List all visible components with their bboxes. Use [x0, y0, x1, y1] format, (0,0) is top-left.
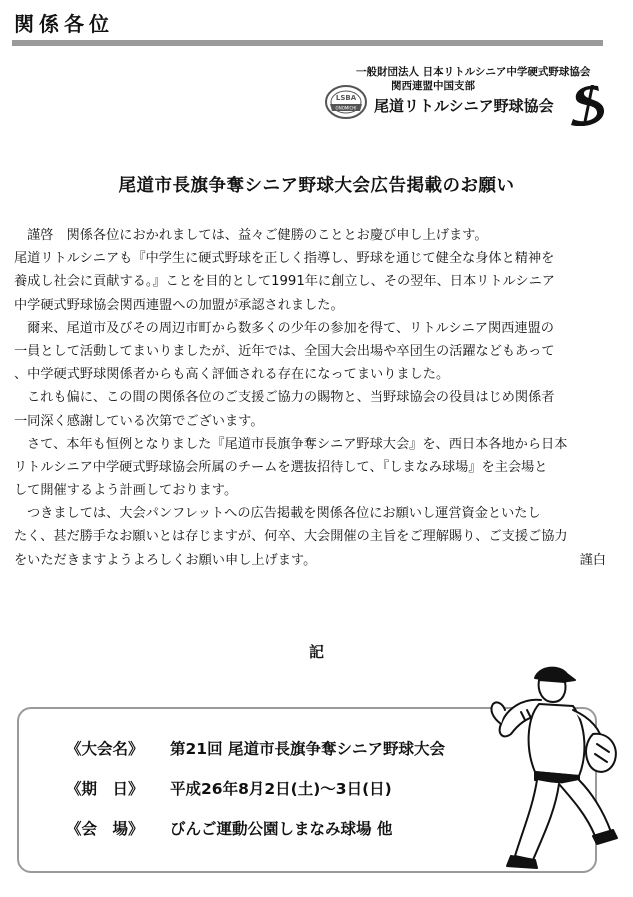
heading-rule: [12, 40, 603, 46]
body-line: 尾道リトルシニアも『中学生に硬式野球を正しく指導し、野球を通じて健全な身体と精神を: [14, 251, 555, 267]
event-name-value: 第21回 尾道市長旗争奪シニア野球大会: [170, 740, 445, 758]
pitcher-illustration: [483, 660, 623, 870]
document-title: 尾道市長旗争奪シニア野球大会広告掲載のお願い: [118, 176, 515, 196]
body-line: これも偏に、この間の関係各位のご支援ご協力の賜物と、当野球協会の役員はじめ関係者: [27, 390, 555, 406]
body-line: 一同深く感謝している次第でございます。: [14, 413, 264, 429]
body-line: 謹啓 関係各位におかれましては、益々ご健勝のこととお慶び申し上げます。: [27, 228, 488, 243]
body-line: 爾来、尾道市及びその周辺市町から数多くの少年の参加を得て、リトルシニア関西連盟の: [27, 320, 554, 336]
body-line: つきましては、大会パンフレットへの広告掲載を関係各位にお願いし運営資金といたし: [27, 506, 541, 522]
org-line-1: 一般財団法人 日本リトルシニア中学硬式野球協会: [356, 66, 591, 78]
event-venue-row: [66, 817, 392, 839]
team-logo-mark: [568, 82, 608, 126]
event-date-label: 《期 日》: [66, 780, 144, 798]
event-date-row: [66, 777, 392, 799]
body-line: 養成し社会に貢献する。』ことを目的として1991年に創立し、その翌年、日本リトルシニア: [14, 274, 555, 290]
body-line: たく、甚だ勝手なお願いとは存じますが、何卒、大会開催の主旨をご理解賜り、ご支援ご協力: [14, 529, 568, 545]
body-line-text: をいただきますようよろしくお願い申し上げます。: [14, 552, 317, 568]
body-line-last: [14, 549, 614, 572]
svg-text:ONOMICHI: ONOMICHI: [335, 105, 357, 111]
association-badge-logo: [324, 84, 368, 120]
body-line: して開催するよう計画しております。: [14, 483, 238, 499]
organization-block: [326, 64, 608, 126]
event-name-row: [66, 737, 445, 759]
closing-word: 謹白: [579, 552, 606, 568]
body-line: リトルシニア中学硬式野球協会所属のチームを選抜招待して、『しまなみ球場』を主会場と: [14, 459, 548, 475]
event-venue-value: びんご運動公園しまなみ球場 他: [170, 820, 393, 838]
org-line-2: 関西連盟中国支部: [391, 80, 475, 92]
svg-text:LSBA: LSBA: [335, 94, 357, 102]
body-line: 中学硬式野球協会関西連盟への加盟が承認されました。: [14, 297, 344, 313]
event-venue-label: 《会 場》: [66, 820, 144, 838]
letter-body: [14, 224, 614, 572]
event-name-label: 《大会名》: [66, 740, 144, 758]
body-line: 一員として活動してまいりましたが、近年では、全国大会出場や卒団生の活躍などもあって: [14, 343, 555, 359]
ki-heading: 記: [308, 643, 324, 661]
event-date-value: 平成26年8月2日(土)～3日(日): [170, 780, 392, 798]
body-line: 、中学硬式野球関係者からも高く評価される存在になってまいりました。: [14, 367, 450, 383]
org-name: 尾道リトルシニア野球協会: [374, 97, 554, 115]
body-line: さて、本年も恒例となりました『尾道市長旗争奪シニア野球大会』を、西日本各地から日本: [27, 436, 568, 452]
page-heading: 関係各位: [14, 12, 114, 36]
